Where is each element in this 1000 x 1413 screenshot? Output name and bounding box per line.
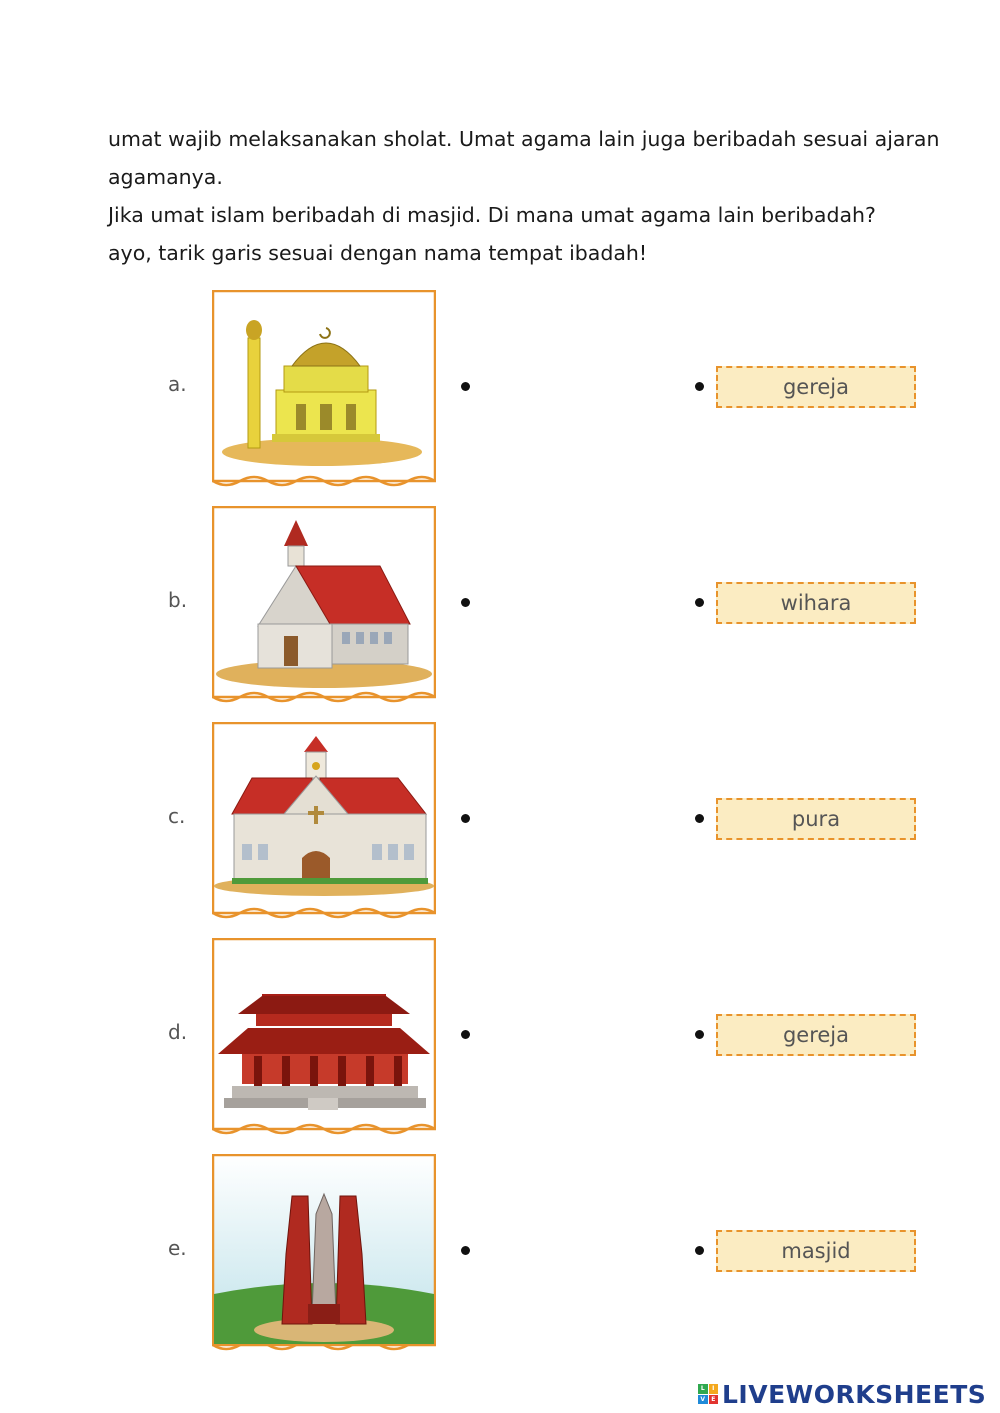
vihara-picture	[212, 938, 436, 1138]
answer-box[interactable]: wihara	[716, 582, 916, 624]
instruction-line-3: Jika umat islam beribadah di masjid. Di mana umat agama lain beribadah?	[108, 203, 876, 227]
instruction-line-1: umat wajib melaksanakan sholat. Umat agama lain juga beribadah sesuai ajaran	[108, 127, 940, 151]
church-picture	[212, 722, 436, 922]
instructions	[108, 120, 978, 272]
instruction-line-2: agamanya.	[108, 165, 223, 189]
item-letter: b.	[168, 588, 188, 612]
answer-box[interactable]: gereja	[716, 366, 916, 408]
item-letter: c.	[168, 804, 186, 828]
item-letter: d.	[168, 1020, 188, 1044]
answer-box[interactable]: gereja	[716, 1014, 916, 1056]
item-letter: a.	[168, 372, 187, 396]
brand-name: LIVEWORKSHEETS	[722, 1379, 987, 1409]
liveworksheets-logo	[698, 1379, 986, 1409]
connector-dot-right[interactable]	[695, 598, 704, 607]
connector-dot-right[interactable]	[695, 1030, 704, 1039]
answer-box[interactable]: masjid	[716, 1230, 916, 1272]
logo-cell: L	[698, 1384, 708, 1394]
instruction-line-4: ayo, tarik garis sesuai dengan nama tempat ibadah!	[108, 241, 648, 265]
match-row-e	[0, 1154, 1000, 1354]
logo-cell: V	[698, 1395, 708, 1405]
chapel-picture	[212, 506, 436, 706]
connector-dot-left[interactable]	[461, 382, 470, 391]
connector-dot-right[interactable]	[695, 814, 704, 823]
match-row-b	[0, 506, 1000, 706]
connector-dot-left[interactable]	[461, 1246, 470, 1255]
connector-dot-left[interactable]	[461, 1030, 470, 1039]
answer-box[interactable]: pura	[716, 798, 916, 840]
connector-dot-left[interactable]	[461, 814, 470, 823]
pura-picture	[212, 1154, 436, 1354]
match-row-d	[0, 938, 1000, 1138]
connector-dot-right[interactable]	[695, 1246, 704, 1255]
connector-dot-right[interactable]	[695, 382, 704, 391]
mosque-picture	[212, 290, 436, 490]
logo-cell: I	[709, 1384, 719, 1394]
logo-cell: E	[709, 1395, 719, 1405]
match-row-c	[0, 722, 1000, 922]
logo-grid-icon	[698, 1384, 718, 1404]
match-row-a	[0, 290, 1000, 490]
item-letter: e.	[168, 1236, 187, 1260]
connector-dot-left[interactable]	[461, 598, 470, 607]
